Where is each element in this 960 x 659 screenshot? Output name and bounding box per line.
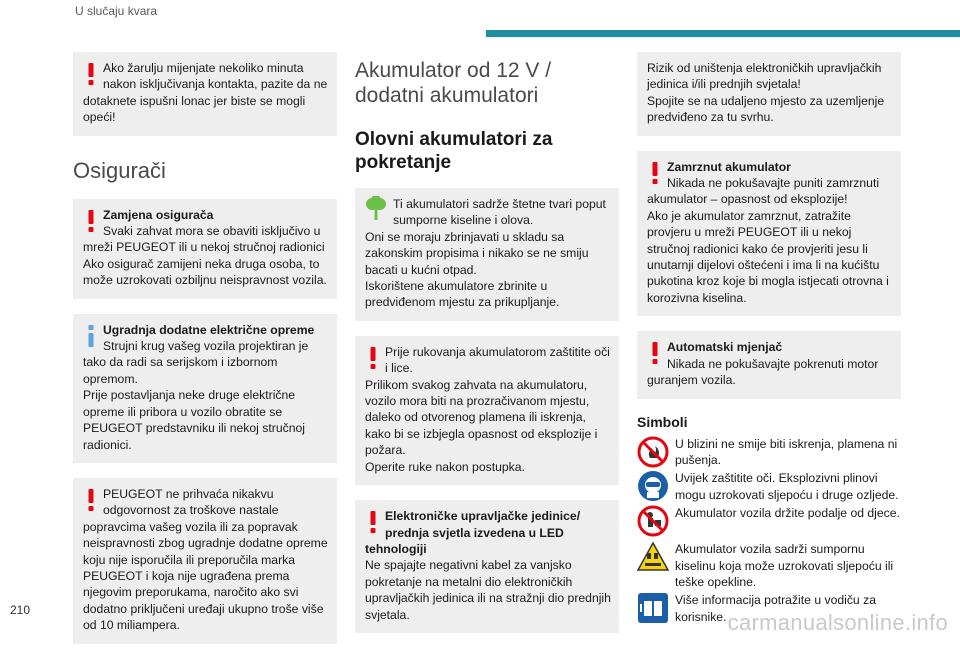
symbols-heading: Simboli [637,413,688,430]
no-smoking-flame-icon [637,436,669,468]
warning-exclamation-icon [87,63,95,89]
symbol-row-acid [637,541,901,590]
box-text: Nikada ne pokušavajte pokrenuti motor guranjem vozila. [647,356,879,388]
eye-protection-icon [637,470,669,502]
box-text: Svaki zahvat mora se obaviti isključivo u mreži PEUGEOT ili u nekoj stručnoj radionici Ako osigurač zamijeni neka druga osoba, to može uzrokovati ozbiljnu neispravnost vozila. [83,224,327,288]
environment-box-disposal [355,188,619,321]
info-box-earthing [637,52,901,136]
box-title: Ugradnja dodatne električne opreme [103,322,315,337]
watermark: carmanualsonline.info [727,610,948,635]
box-text-3: Iskorištene akumulatore zbrinite u predviđenom mjestu za prikupljanje. [365,279,560,310]
running-header: U slučaju kvara [75,4,158,18]
box-title: Zamrznut akumulator [667,159,791,174]
warning-box-handling [355,336,619,485]
warning-box-frozen-battery [637,151,901,317]
box-text: Ne spajajte negativni kabel za vanjsko pokretanje na metalni dio elektroničkih upravljačkih jedinica ili na stražnji dio prednjih svjetala. [365,558,611,622]
symbol-text: Akumulator vozila sadrži sumpornu kiselinu koja može uzrokovati sljepoću ili teške opekline. [675,542,894,589]
section-heading-battery: Akumulator od 12 V / dodatni akumulatori [355,59,552,107]
warning-box-bulb [73,52,337,136]
symbol-text: U blizini ne smije biti iskrenja, plamena ni pušenja. [675,436,898,467]
box-text-2: Prije postavljanja neke druge električne opreme ili pribora u vozilo obratite se PEUGEOT predstavniku ili nekoj stručnoj radionici. [83,388,305,452]
box-text: Ti akumulatori sadrže štetne tvari poput sumporne kiseline i olova. [393,197,606,228]
symbol-row-children [637,505,901,537]
box-title: Zamjena osigurača [103,207,214,222]
box-text-2: Oni se moraju zbrinjavati u skladu sa zakonskim propisima i nikako se ne smiju bacati u kućni otpad. [365,229,589,277]
symbol-text: Uvijek zaštitite oči. Eksplozivni plinovi mogu uzrokovati sljepoću i druge ozljede. [675,471,899,502]
warning-exclamation-icon [369,511,377,537]
warning-box-liability [73,478,337,644]
symbol-text: Više informacija potražite u vodiču za korisnike. [675,593,876,624]
box-title: Elektroničke upravljačke jedinice/ prednja svjetla izvedena u LED tehnologiji [365,509,581,556]
warning-text: PEUGEOT ne prihvaća nikakvu odgovornost za troškove nastale popravcima vašeg vozila ili za popravak neispravnosti zbog ugradnje dodatne opreme koju nije isporučila ili preporučila marka PEUGEOT i koja nije ugrađena prema njegovim preporukama, naročito ako svi dodatno priključeni uređaji ukupno troše više od 10 miliampera. [83,486,328,633]
warning-box-fuse-replacement [73,199,337,299]
info-box-electrical-equipment [73,314,337,463]
header-accent-bar [486,30,960,37]
column-1 [73,52,337,659]
warning-exclamation-icon [651,342,659,368]
box-text-3: Operite ruke nakon postupka. [365,459,525,474]
warning-exclamation-icon [87,210,95,236]
box-title: Automatski mjenjač [667,340,783,355]
warning-exclamation-icon [369,347,377,373]
symbol-row-eye-protection [637,470,901,503]
column-2 [355,52,619,648]
read-manual-icon [637,592,669,624]
box-text: Nikada ne pokušavajte puniti zamrznuti akumulator – opasnost od eksplozije! [647,176,880,207]
page-number: 210 [10,603,31,617]
column-3 [637,52,901,627]
section-heading-fuses: Osigurači [73,157,166,183]
keep-away-children-icon [637,505,669,537]
symbol-text: Akumulator vozila držite podalje od djece. [675,506,900,521]
warning-box-automatic-gearbox [637,331,901,398]
info-icon [87,325,95,351]
box-text: Strujni krug vašeg vozila projektiran je tako da radi sa serijskom i izbornom opremom. [83,339,309,386]
box-text: Prije rukovanja akumulatorom zaštitite oči i lice. [385,344,610,376]
tree-recycling-icon [365,196,387,224]
box-text-2: Ako je akumulator zamrznut, zatražite provjeru u mreži PEUGEOT ili u nekoj stručnoj radionici kako će provjeriti jesu li unutarnji dijelovi oštećeni i ima li na kućištu pukotina kroz koje bi mogla istjecati otrovna i korozivna kiselina. [647,208,889,305]
box-text: Rizik od uništenja elektroničkih upravljačkih jedinica i/ili prednjih svjetala! [647,61,882,92]
warning-exclamation-icon [651,162,659,188]
warning-text: Ako žarulju mijenjate nekoliko minuta nakon isključivanja kontakta, pazite da ne dotaknete ispušni lonac jer biste se mogli opeći! [83,61,328,125]
warning-box-ecu-led [355,500,619,633]
box-text-2: Prilikom svakog zahvata na akumulatoru, vozilo mora biti na prozračivanom mjestu, daleko od otvorenog plamena ili iskrenja, kako bi se izbjegla opasnost od eksplozije i požara. [365,377,598,458]
symbol-row-no-fire [637,436,901,469]
subheading-lead-batteries: Olovni akumulatori za pokretanje [355,129,553,173]
box-text-2: Spojite se na udaljeno mjesto za uzemljenje predviđeno za tu svrhu. [647,93,885,125]
warning-exclamation-icon [87,489,95,515]
corrosive-acid-icon [637,541,669,573]
